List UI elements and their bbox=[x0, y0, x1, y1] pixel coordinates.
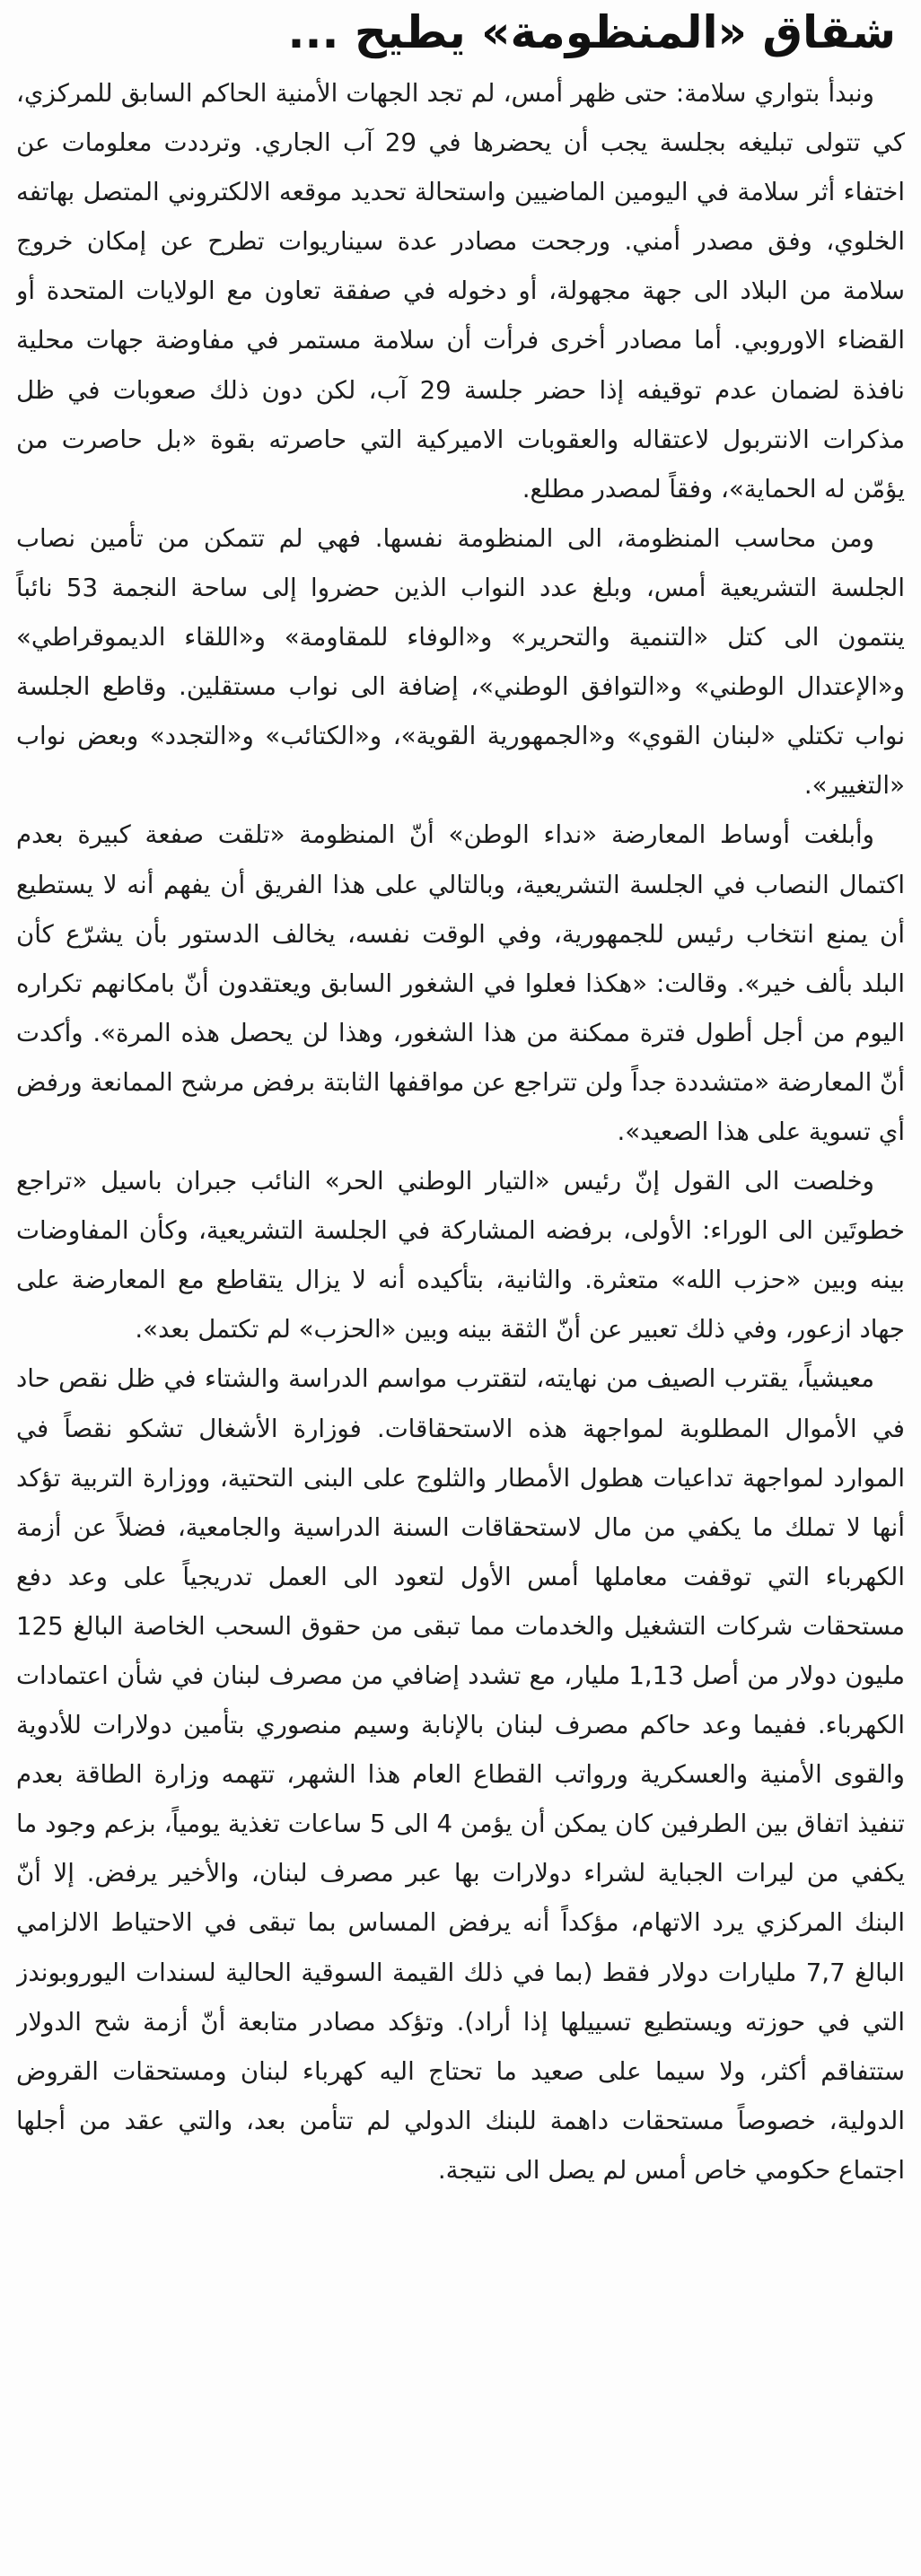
article-paragraph: ومن محاسب المنظومة، الى المنظومة نفسها. فهي لم تتمكن من تأمين نصاب الجلسة التشريعية أمس، وبلغ عدد النواب الذين حضروا إلى ساحة النجمة 53 نائباً ينتمون الى كتل «التنمية والتحرير» و«الوفاء للمقاومة» و«اللقاء الديموقراطي» و«الإعتدال الوطني» و«التوافق الوطني»، إضافة الى نواب مستقلين. وقاطع الجلسة نواب تكتلي «لبنان القوي» و«الجمهورية القوية»، و«الكتائب» و«التجدد» وبعض نواب «التغيير». bbox=[16, 522, 905, 801]
article-paragraph: وأبلغت أوساط المعارضة «نداء الوطن» أنّ المنظومة «تلقت صفعة كبيرة بعدم اكتمال النصاب في الجلسة التشريعية، وبالتالي على هذا الفريق أن يفهم أنه لا يستطيع أن يمنع انتخاب رئيس للجمهورية، وفي الوقت نفسه، يخالف الدستور بأن يشرّع كأن البلد بألف خير». وقالت: «هكذا فعلوا في الشغور السابق ويعتقدون أنّ بامكانهم تكراره اليوم من أجل أطول فترة ممكنة من هذا الشغور، وهذا لن يحصل هذه المرة». وأكدت أنّ المعارضة «متشددة جداً ولن تتراجع عن مواقفها الثابتة برفض مرشح الممانعة ورفض أي تسوية على هذا الصعيد». bbox=[16, 819, 905, 1146]
article-paragraph: ونبدأ بتواري سلامة: حتى ظهر أمس، لم تجد الجهات الأمنية الحاكم السابق للمركزي، كي تتولى تبليغه بجلسة يجب أن يحضرها في 29 آب الجاري. وترددت معلومات عن اختفاء أثر سلامة في اليومين الماضيين واستحالة تحديد موقعه الالكتروني المتصل بهاتفه الخلوي، وفق مصدر أمني. ورجحت مصادر عدة سيناريوات تطرح عن إمكان خروج سلامة من البلاد الى جهة مجهولة، أو دخوله في صفقة تعاون مع الولايات المتحدة أو القضاء الاوروبي. أما مصادر أخرى فرأت أن سلامة مستمر في مفاوضة جهات محلية نافذة لضمان عدم توقيفه إذا حضر جلسة 29 آب، لكن دون ذلك صعوبات في ظل مذكرات الانتربول لاعتقاله والعقوبات الاميركية التي حاصرته بقوة «بل حاصرت من يؤمّن له الحماية»، وفقاً لمصدر مطلع. bbox=[16, 78, 905, 504]
article-headline: شقاق «المنظومة» يطيح ... bbox=[287, 6, 896, 58]
article-body bbox=[16, 68, 905, 2567]
article-paragraph: معيشياً، يقترب الصيف من نهايته، لتقترب مواسم الدراسة والشتاء في ظل نقص حاد في الأموال المطلوبة لمواجهة هذه الاستحقاقات. فوزارة الأشغال تشكو نقصاً في الموارد لمواجهة تداعيات هطول الأمطار والثلوج على البنى التحتية، ووزارة التربية تؤكد أنها لا تملك ما يكفي من مال لاستحقاقات السنة الدراسية والجامعية، فضلاً عن أزمة الكهرباء التي توقفت معاملها أمس الأول لتعود الى العمل تدريجياً على وعد دفع مستحقات شركات التشغيل والخدمات مما تبقى من حقوق السحب الخاصة البالغ 125 مليون دولار من أصل 1,13 مليار، مع تشدد إضافي من مصرف لبنان في شأن اعتمادات الكهرباء. ففيما وعد حاكم مصرف لبنان بالإنابة وسيم منصوري بتأمين دولارات للأدوية والقوى الأمنية والعسكرية ورواتب القطاع العام هذا الشهر، تتهمه وزارة الطاقة بعدم تنفيذ اتفاق بين الطرفين كان يمكن أن يؤمن 4 الى 5 ساعات تغذية يومياً، بزعم وجود ما يكفي من ليرات الجباية لشراء دولارات بها عبر مصرف لبنان، والأخير يرفض. إلا أنّ البنك المركزي يرد الاتهام، مؤكداً أنه يرفض المساس بما تبقى في الاحتياط الالزامي البالغ 7,7 مليارات دولار فقط (بما في ذلك القيمة السوقية الحالية لسندات اليوروبوندز التي في حوزته ويستطيع تسييلها إذا أراد). وتؤكد مصادر متابعة أنّ أزمة شح الدولار ستتفاقم أكثر، ولا سيما على صعيد ما تحتاج اليه كهرباء لبنان ومستحقات القروض الدولية، خصوصاً مستحقات داهمة للبنك الدولي لم تتأمن بعد، والتي عقد من أجلها اجتماع حكومي خاص أمس لم يصل الى نتيجة. bbox=[16, 1363, 905, 2185]
article-paragraph: وخلصت الى القول إنّ رئيس «التيار الوطني الحر» النائب جبران باسيل «تراجع خطوتَين الى الوراء: الأولى، برفضه المشاركة في الجلسة التشريعية، وكأن المفاوضات بينه وبين «حزب الله» متعثرة. والثانية، بتأكيده أنه لا يزال يتقاطع مع المعارضة على جهاد ازعور، وفي ذلك تعبير عن أنّ الثقة بينه وبين «الحزب» لم تكتمل بعد». bbox=[16, 1166, 905, 1345]
